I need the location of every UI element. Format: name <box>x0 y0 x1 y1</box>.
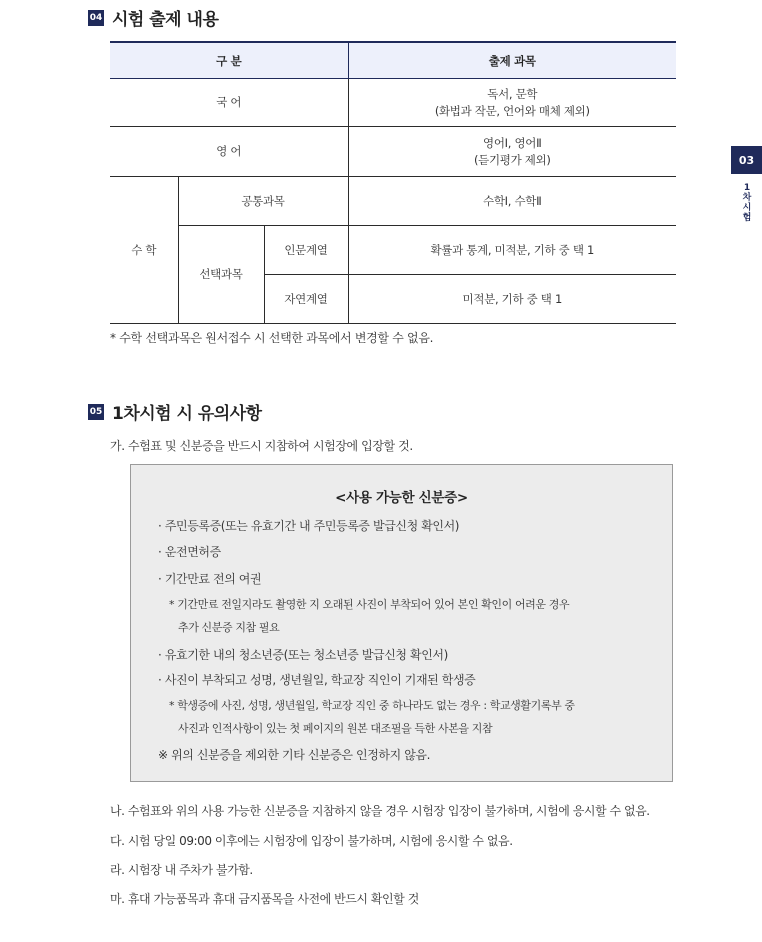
korean-note: (화법과 작문, 언어와 매체 제외) <box>434 103 590 118</box>
item-da: 다. 시험 당일 09:00 이후에는 시험장에 입장이 불가하며, 시험에 응시할 수 없음. <box>110 834 513 848</box>
science-subjects: 미적분, 기하 중 택 1 <box>348 275 676 324</box>
exam-subjects-table <box>110 41 676 324</box>
item-ma: 마. 휴대 가능품목과 휴대 금지품목을 사전에 반드시 확인할 것 <box>110 892 419 906</box>
math-label: 수 학 <box>110 177 178 324</box>
item-na: 나. 수험표와 위의 사용 가능한 신분증을 지참하지 않을 경우 시험장 입장이 불가하며, 시험에 응시할 수 없음. <box>110 804 650 818</box>
section-05-heading <box>88 399 262 424</box>
math-elective-label: 선택과목 <box>178 226 264 324</box>
korean-subjects: 독서, 문학 <box>487 86 538 101</box>
section-title: 시험 출제 내용 <box>112 10 219 30</box>
id-subnote-cont: 사진과 인적사항이 있는 첫 페이지의 원본 대조필을 득한 사본을 지참 <box>178 722 493 735</box>
item-ga: 가. 수험표 및 신분증을 반드시 지참하여 시험장에 입장할 것. <box>110 439 413 453</box>
id-item: · 유효기한 내의 청소년증(또는 청소년증 발급신청 확인서) <box>158 648 448 662</box>
id-item: · 사진이 부착되고 성명, 생년월일, 학교장 직인이 기재된 학생증 <box>158 673 476 687</box>
section-title: 1차시험 시 유의사항 <box>112 404 262 424</box>
header-category: 구 분 <box>110 42 348 79</box>
humanities-subjects: 확률과 통계, 미적분, 기하 중 택 1 <box>348 226 676 275</box>
id-exclusion-note: ※ 위의 신분증을 제외한 기타 신분증은 인정하지 않음. <box>158 748 431 762</box>
table-footnote: * 수학 선택과목은 원서접수 시 선택한 과목에서 변경할 수 없음. <box>110 331 434 345</box>
english-label: 영 어 <box>110 127 348 177</box>
english-subjects-cell <box>348 127 676 177</box>
table-row <box>110 127 676 177</box>
section-04-heading <box>88 5 218 30</box>
id-subnote: * 기간만료 전일지라도 촬영한 지 오래된 사진이 부착되어 있어 본인 확인이 어려운 경우 <box>169 598 570 611</box>
table-row <box>110 226 676 275</box>
korean-subjects-cell <box>348 79 676 127</box>
humanities-label: 인문계열 <box>264 226 348 275</box>
korean-label: 국 어 <box>110 79 348 127</box>
valid-id-box <box>130 464 673 782</box>
english-subjects: 영어Ⅰ, 영어Ⅱ <box>483 135 542 150</box>
id-item: · 기간만료 전의 여권 <box>158 572 262 586</box>
id-box-title: <사용 가능한 신분증> <box>335 490 468 506</box>
math-common-subjects: 수학Ⅰ, 수학Ⅱ <box>348 177 676 226</box>
id-item: · 운전면허증 <box>158 545 221 559</box>
table-header-row <box>110 42 676 79</box>
id-subnote-cont: 추가 신분증 지참 필요 <box>178 621 280 634</box>
section-number-badge: 04 <box>88 10 104 26</box>
header-subjects: 출제 과목 <box>348 42 676 79</box>
id-item: · 주민등록증(또는 유효기간 내 주민등록증 발급신청 확인서) <box>158 519 460 533</box>
chapter-tab-label: 1차시험 <box>742 183 752 223</box>
section-number-badge: 05 <box>88 404 104 420</box>
english-note: (듣기평가 제외) <box>473 152 551 167</box>
table-row <box>110 177 676 226</box>
table-row <box>110 79 676 127</box>
math-common-label: 공통과목 <box>178 177 348 226</box>
chapter-tab[interactable]: 03 <box>731 146 762 174</box>
id-subnote: * 학생증에 사진, 성명, 생년월일, 학교장 직인 중 하나라도 없는 경우 : 학교생활기록부 중 <box>169 699 575 712</box>
item-ra: 라. 시험장 내 주차가 불가함. <box>110 863 253 877</box>
science-label: 자연계열 <box>264 275 348 324</box>
